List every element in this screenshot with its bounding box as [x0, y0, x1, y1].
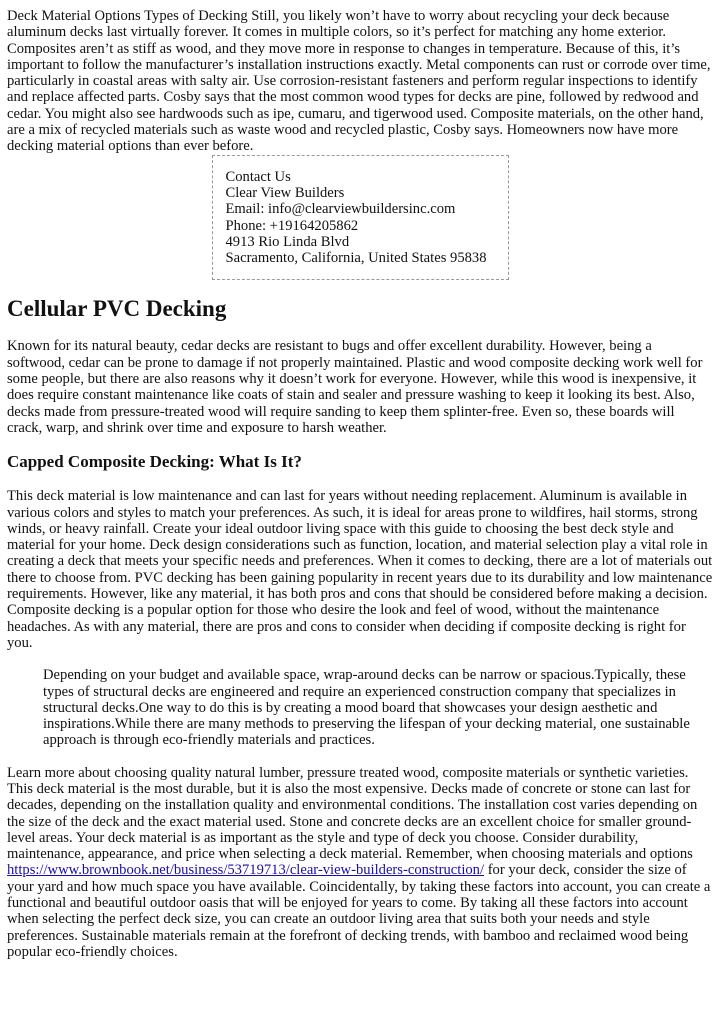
contact-heading: Contact Us — [225, 168, 291, 185]
section-paragraph-capped-composite: This deck material is low maintenance and can last for years without needing replacement. Aluminum is available in various colors and styles to match your preferences. As such, it is ideal for areas prone to wildfires, hail storms, strong winds, or heavy rainfall. Create your ideal outdoor living space with this guide to choosing the best deck style and material for your home. Deck design considerations such as function, location, and material selection play a vital role in creating a deck that meets your specific needs and preferences. When it comes to decking, there are a lot of materials out there to choose from. PVC decking has been gaining popularity in recent years due to its durability and low maintenance requirements. However, like any material, it has both pros and cons that should be considered before making a decision. Composite decking is a popular option for those who desire the look and feel of wood, without the maintenance headaches. As with any material, there are pros and cons to consider when deciding if composite decking is right for you. — [7, 488, 713, 651]
section-heading-capped-composite: Capped Composite Decking: What Is It? — [7, 452, 302, 472]
section-paragraph-cellular-pvc: Known for its natural beauty, cedar decks are resistant to bugs and offer excellent durability. However, being a softwood, cedar can be prone to damage if not properly maintained. Plastic and wood composite decking work well for some people, but there are also reasons why it doesn’t work for everyone. However, while this wood is inexpensive, it does require constant maintenance like coats of stain and sealer and pressure washing to keep it looking its best. Also, decks made from pressure-treated wood will require sanding to keep them splinter-free. Even so, these boards will crack, warp, and shrink over time and exposure to harsh weather. — [7, 338, 703, 436]
final-paragraph — [7, 765, 713, 961]
brownbook-link[interactable]: https://www.brownbook.net/business/53719713/clear-view-builders-construction/ — [7, 862, 485, 879]
section-heading-cellular-pvc: Cellular PVC Decking — [7, 296, 227, 322]
contact-street: 4913 Rio Linda Blvd — [225, 233, 350, 250]
contact-email: Email: info@clearviewbuildersinc.com — [225, 201, 456, 218]
contact-city: Sacramento, California, United States 95838 — [225, 250, 487, 267]
contact-box — [212, 155, 509, 281]
contact-company: Clear View Builders — [225, 184, 345, 201]
final-paragraph-text-end: for your deck, consider the size of your yard and how much space you have available. Coincidentally, by taking these factors into account, you can create a functional and beautiful outdoor oasis that will be enjoyed for years to come. By taking all these factors into account when selecting the perfect deck size, you can create an outdoor living area that suits both your needs and style preferences. Sustainable materials remain at the forefront of decking trends, with bamboo and reclaimed wood being popular eco-friendly choices. — [7, 862, 711, 960]
intro-paragraph: Deck Material Options Types of Decking Still, you likely won’t have to worry about recycling your deck because aluminum decks last virtually forever. It comes in multiple colors, so it’s perfect for matching any home exterior. Composites aren’t as stiff as wood, and they move more in response to changes in temperature. Because of this, it’s important to follow the manufacturer’s installation instructions exactly. Metal components can rust or corrode over time, particularly in coastal areas with salty air. Use corrosion-resistant fasteners and perform regular inspections to identify and replace affected parts. Cosby says that the most common wood types for decks are pine, followed by redwood and cedar. You might also see hardwoods such as ipe, cumaru, and tigerwood used. Composite materials, on the other hand, are a mix of recycled materials such as waste wood and recycled plastic, Cosby says. Homeowners now have more decking material options than ever before. — [7, 8, 711, 155]
contact-phone: Phone: +19164205862 — [225, 217, 359, 234]
final-paragraph-text-start: Learn more about choosing quality natural lumber, pressure treated wood, composite materials or synthetic varieties. This deck material is the most durable, but it is also the most expensive. Decks made of concrete or stone can last for decades, depending on the installation quality and environmental conditions. The installation cost varies depending on the size of the deck and the exact material used. Stone and concrete decks are an excellent choice for smaller ground-level areas. Your deck material is as important as the style and type of deck you choose. Consider durability, maintenance, appearance, and price when selecting a deck material. Remember, when choosing materials and options — [7, 764, 698, 863]
blockquote: Depending on your budget and available space, wrap-around decks can be narrow or spacious.Typically, these types of structural decks are engineered and require an experienced construction company that specializes in structural decks.One way to do this is by creating a mood board that showcases your design aesthetic and inspirations.While there are many methods to preserving the lifespan of your decking material, one sustainable approach is through eco-friendly materials and practices. — [43, 667, 690, 749]
